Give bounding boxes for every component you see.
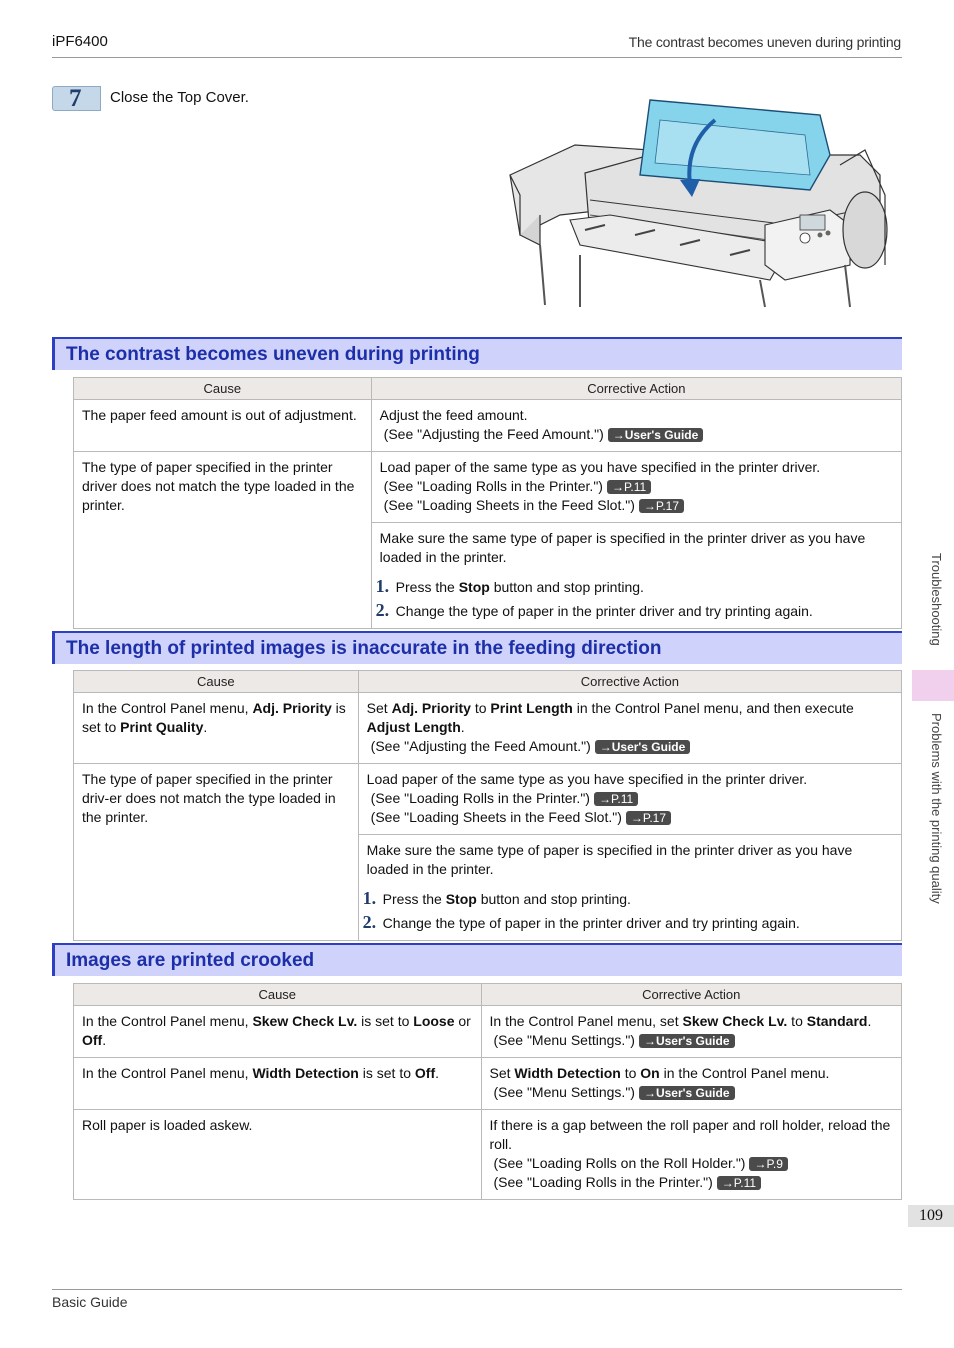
header-model: iPF6400 [52,33,108,50]
reference-text: (See "Menu Settings.") [493,1084,635,1100]
page-link[interactable]: →P.11 [717,1176,761,1190]
users-guide-link[interactable]: →User's Guide [639,1034,735,1048]
procedure-step [362,912,893,933]
section-heading [52,337,902,370]
section-heading [52,631,902,664]
cause-cell: In the Control Panel menu, Width Detection is set to Off. [74,1058,482,1110]
column-header-cause: Cause [74,671,359,693]
action-cell [371,523,901,629]
sidebar-section-label[interactable]: Problems with the printing quality [929,713,944,904]
step-index: 2. [362,912,377,932]
step-text: Press the [382,891,446,907]
menu-item-name: Width Detection [252,1065,359,1081]
sidebar-current-tab [912,670,954,701]
step-badge [52,86,101,111]
footer-divider [52,1289,902,1290]
action-text: Make sure the same type of paper is specified in the printer driver as you have loaded in the printer. [366,842,853,877]
column-header-action: Corrective Action [358,671,901,693]
menu-item-name: Adj. Priority [391,700,471,716]
cause-cell: The type of paper specified in the printer driver does not match the type loaded in the printer. [74,452,372,629]
sidebar-chapter-label[interactable]: Troubleshooting [929,553,944,646]
step-keyword: Stop [445,891,477,907]
reference-text: (See "Adjusting the Feed Amount.") [370,738,591,754]
action-text: Make sure the same type of paper is specified in the printer driver as you have loaded in the printer. [379,530,866,565]
step-keyword: Stop [458,579,490,595]
procedure-step [362,888,893,909]
action-cell [481,1058,902,1110]
setting-value: Standard [806,1013,868,1029]
reference-line [367,737,893,756]
action-cell [358,764,901,835]
page-link[interactable]: →P.17 [639,499,684,513]
action-text: Load paper of the same type as you have specified in the printer driver. [366,771,808,787]
cause-cell: The type of paper specified in the printer driv-er does not match the type loaded in the printer. [74,764,359,941]
section-heading [52,943,902,976]
table-row [74,452,902,523]
action-text: Set Adj. Priority to Print Length in the Control Panel menu, and then execute Adjust Length. [366,700,854,735]
reference-line [490,1173,894,1192]
table-row [74,693,902,764]
step-index: 1. [375,576,390,596]
header-divider [52,57,902,58]
setting-value: Off [414,1065,436,1081]
reference-line [490,1083,894,1102]
step-instruction: Close the Top Cover. [110,89,249,106]
footer-book-title: Basic Guide [52,1294,128,1310]
reference-text: (See "Adjusting the Feed Amount.") [383,426,604,442]
menu-item-name: Skew Check Lv. [682,1013,788,1029]
page-link[interactable]: →P.11 [607,480,651,494]
users-guide-link[interactable]: →User's Guide [639,1086,735,1100]
action-cell [371,452,901,523]
page-number: 109 [908,1205,954,1227]
cause-cell: In the Control Panel menu, Skew Check Lv. is set to Loose or Off. [74,1006,482,1058]
column-header-action: Corrective Action [371,378,901,400]
table-row [74,1110,902,1200]
step-text: button and stop printing. [489,579,644,595]
table-row [74,1006,902,1058]
page-link[interactable]: →P.11 [594,792,638,806]
table-row [74,764,902,835]
cause-action-table [73,983,902,1200]
menu-item-name: Adjust Length [366,719,461,735]
header-section-title: The contrast becomes uneven during printing [628,34,901,50]
reference-text: (See "Loading Sheets in the Feed Slot.") [370,809,622,825]
section-title: The length of printed images is inaccurate in the feeding direction [66,638,662,659]
step-text: Change the type of paper in the printer driver and try printing again. [395,603,813,619]
action-cell [371,400,901,452]
setting-value: Off [82,1032,103,1048]
step-text: button and stop printing. [476,891,631,907]
reference-text: (See "Menu Settings.") [493,1032,635,1048]
reference-line [490,1031,894,1050]
users-guide-link[interactable]: →User's Guide [608,428,704,442]
procedure-step [375,576,893,597]
column-header-cause: Cause [74,378,372,400]
step-text: Press the [395,579,459,595]
column-header-cause: Cause [74,984,482,1006]
page-link[interactable]: →P.9 [749,1157,787,1171]
page-link[interactable]: →P.17 [626,811,671,825]
action-text: Adjust the feed amount. [379,407,528,423]
menu-item-name: Adj. Priority [252,700,332,716]
cause-text: is set to [82,700,346,735]
action-cell [358,693,901,764]
column-header-action: Corrective Action [481,984,902,1006]
action-cell [481,1006,902,1058]
cause-text: . [203,719,208,735]
step-index: 1. [362,888,377,908]
setting-value: Print Quality [120,719,204,735]
reference-line [380,425,893,444]
action-text: In the Control Panel menu, set Skew Check Lv. to Standard. [489,1013,872,1029]
section-title: The contrast becomes uneven during printing [66,344,480,365]
action-text: If there is a gap between the roll paper and roll holder, reload the roll. [489,1117,891,1152]
action-text: Set Width Detection to On in the Control Panel menu. [489,1065,830,1081]
section-title: Images are printed crooked [66,950,315,971]
step-index: 2. [375,600,390,620]
step-text: Change the type of paper in the printer driver and try printing again. [382,915,800,931]
cause-cell: The paper feed amount is out of adjustment. [74,400,372,452]
reference-text: (See "Loading Rolls in the Printer.") [493,1174,713,1190]
cause-action-table [73,670,902,941]
reference-line [380,477,893,496]
users-guide-link[interactable]: →User's Guide [595,740,691,754]
setting-value: On [640,1065,660,1081]
reference-text: (See "Loading Rolls in the Printer.") [383,478,603,494]
action-cell [481,1110,902,1200]
table-row [74,1058,902,1110]
reference-text: (See "Loading Sheets in the Feed Slot.") [383,497,635,513]
action-cell [358,835,901,941]
reference-text: (See "Loading Rolls in the Printer.") [370,790,590,806]
reference-line [490,1154,894,1173]
menu-item-name: Width Detection [514,1065,621,1081]
cause-cell [74,693,359,764]
procedure-step [375,600,893,621]
setting-value: Print Length [490,700,573,716]
cause-action-table [73,377,902,629]
reference-text: (See "Loading Rolls on the Roll Holder.") [493,1155,746,1171]
cause-cell: Roll paper is loaded askew. [74,1110,482,1200]
cause-text: In the Control Panel menu, [82,700,253,716]
step-number: 7 [69,85,82,112]
printer-illustration [500,95,900,310]
reference-line [367,808,893,827]
setting-value: Loose [413,1013,455,1029]
menu-item-name: Skew Check Lv. [252,1013,358,1029]
reference-line [367,789,893,808]
table-row [74,400,902,452]
reference-line [380,496,893,515]
action-text: Load paper of the same type as you have specified in the printer driver. [379,459,821,475]
